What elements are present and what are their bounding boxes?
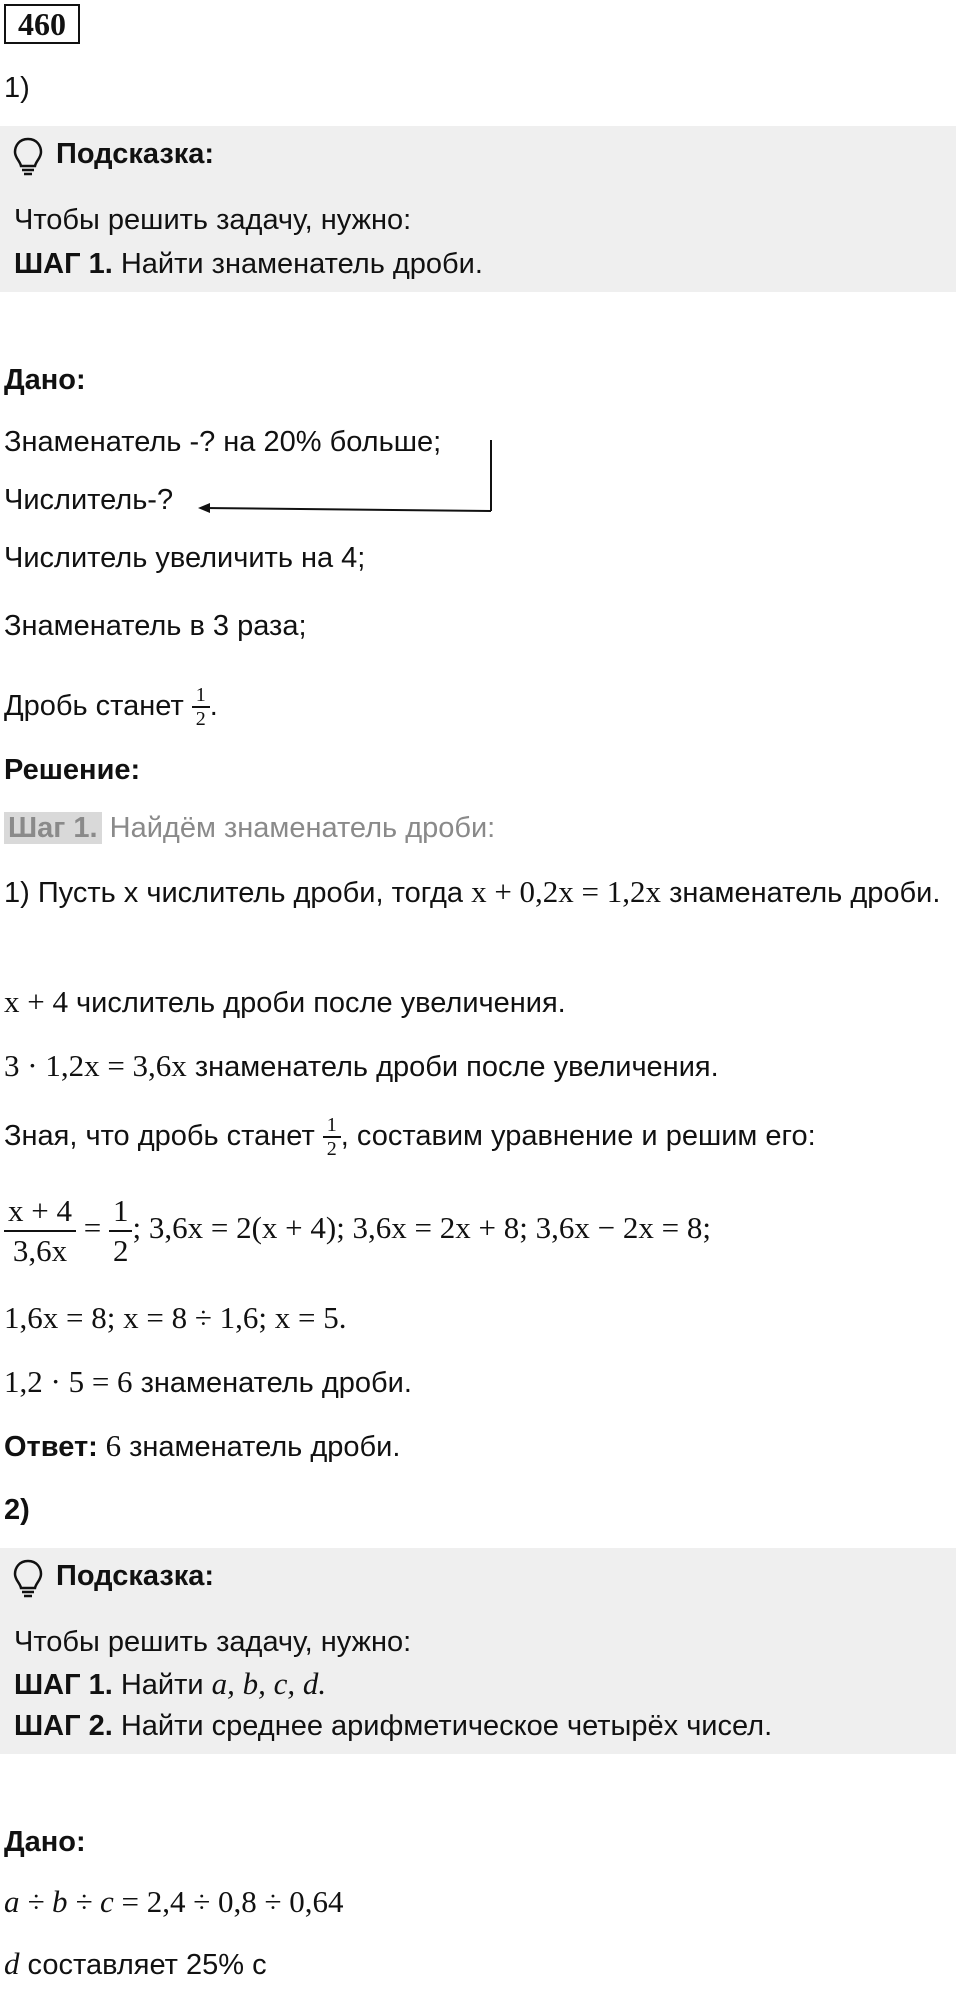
text: знаменатель дроби.	[661, 877, 941, 909]
step-tag: Шаг 1.	[4, 812, 102, 844]
given-item: Знаменатель -? на 20% больше;	[4, 426, 442, 458]
given-item: Числитель-?	[4, 484, 174, 516]
given-line-2	[4, 1946, 267, 1983]
hint-step-2	[14, 1708, 772, 1744]
solution-line-1	[4, 870, 952, 915]
hint-box-2	[0, 1548, 956, 1754]
given-end: .	[209, 690, 218, 722]
given-line-1	[4, 1884, 344, 1920]
text: знаменатель дроби после увеличения.	[186, 1051, 719, 1083]
hint-step-text: Найти среднее арифметическое четырёх чисел.	[112, 1710, 773, 1742]
hint-step-tag: ШАГ 1.	[14, 1669, 113, 1701]
fraction	[323, 1114, 341, 1160]
math-expression: 1,2 · 5 = 6	[4, 1364, 133, 1399]
given-item-fraction	[4, 676, 218, 736]
math-variable: d	[4, 1946, 20, 1981]
math-expression: x + 4	[4, 984, 68, 1019]
fraction-numerator: 1	[323, 1114, 341, 1138]
fraction-denominator: 2	[195, 708, 206, 731]
fraction-denominator: 2	[112, 1232, 129, 1268]
fraction-numerator: 1	[192, 684, 210, 708]
math-expression: a, b, c, d.	[211, 1666, 327, 1701]
given-text: Дробь станет	[4, 690, 192, 722]
fraction-denominator: 3,6x	[12, 1232, 68, 1268]
hint-intro: Чтобы решить задачу, нужно:	[14, 204, 412, 236]
answer-line	[4, 1428, 400, 1465]
math-expression: x + 0,2x = 1,2x	[471, 874, 662, 909]
hint-step-1	[14, 1666, 326, 1703]
fraction-numerator: 1	[109, 1192, 133, 1232]
math-expression: = 2,4 ÷ 0,8 ÷ 0,64	[113, 1884, 344, 1919]
part2-label: 2)	[4, 1494, 30, 1526]
hint-step-text: Найти знаменатель дроби.	[112, 248, 483, 280]
lightbulb-icon	[10, 1558, 46, 1598]
hint-step-tag: ШАГ 1.	[14, 248, 113, 280]
solution-title: Решение:	[4, 754, 141, 786]
task-number: 460	[4, 4, 80, 44]
hint-step-text: Найти	[112, 1669, 212, 1701]
hint-step-tag: ШАГ 2.	[14, 1710, 113, 1742]
equation-line-1	[4, 1186, 711, 1270]
text: числитель дроби после увеличения.	[67, 987, 566, 1019]
solution-line-2	[4, 984, 566, 1021]
answer-label: Ответ:	[4, 1431, 98, 1463]
fraction	[4, 1192, 76, 1270]
text: составляет 25% с	[19, 1949, 267, 1981]
hint-title: Подсказка:	[56, 138, 215, 170]
given-item: Числитель увеличить на 4;	[4, 542, 366, 574]
solution-line-4	[4, 1106, 816, 1166]
hint-title: Подсказка:	[56, 1560, 215, 1592]
equation-line-3	[4, 1364, 412, 1401]
equals: =	[75, 1210, 109, 1245]
part1-label: 1)	[4, 72, 30, 104]
given-title: Дано:	[4, 1826, 86, 1858]
given-item: Знаменатель в 3 раза;	[4, 610, 307, 642]
fraction	[192, 684, 210, 730]
text: 1) Пусть х числитель дроби, тогда	[4, 877, 472, 909]
fraction-denominator: 2	[326, 1138, 337, 1161]
step-heading	[4, 810, 495, 846]
text: Зная, что дробь станет	[4, 1120, 323, 1152]
text: , составим уравнение и решим его:	[340, 1120, 816, 1152]
step-text: Найдём знаменатель дроби:	[101, 812, 496, 844]
fraction	[109, 1192, 133, 1270]
math-expression: ; 3,6x = 2(x + 4); 3,6x = 2x + 8; 3,6x − 2x = 8;	[132, 1210, 711, 1245]
given-title: Дано:	[4, 364, 86, 396]
fraction-numerator: x + 4	[4, 1192, 76, 1232]
math-variables: a ÷ b ÷ c	[4, 1884, 114, 1919]
answer-value: 6	[97, 1428, 122, 1463]
text: знаменатель дроби.	[132, 1367, 412, 1399]
solution-line-3	[4, 1048, 719, 1085]
math-expression: 3 · 1,2x = 3,6x	[4, 1048, 187, 1083]
text: знаменатель дроби.	[121, 1431, 401, 1463]
hint-intro: Чтобы решить задачу, нужно:	[14, 1626, 412, 1658]
equation-line-2: 1,6x = 8; x = 8 ÷ 1,6; x = 5.	[4, 1300, 347, 1335]
